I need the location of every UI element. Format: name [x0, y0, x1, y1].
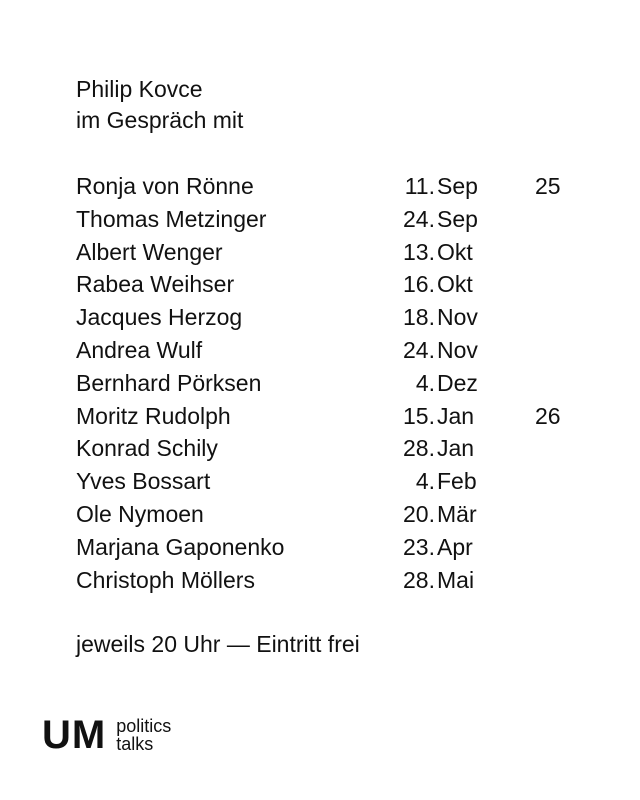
event-month: Feb: [437, 468, 477, 495]
guest-name: Albert Wenger: [76, 238, 223, 265]
um-politics-talks-logo: [42, 715, 171, 755]
host-name: Philip Kovce: [76, 76, 203, 102]
event-month: Jan: [437, 435, 475, 462]
schedule-row: [76, 203, 576, 236]
schedule-row: [76, 465, 576, 498]
event-day: 4.: [415, 369, 435, 396]
event-day: 16.: [403, 271, 435, 298]
event-day: 20.: [403, 500, 435, 527]
schedule-row: [76, 268, 576, 301]
guest-name: Ronja von Rönne: [76, 173, 254, 199]
event-month: Apr: [437, 533, 473, 560]
event-month: Okt: [437, 271, 473, 298]
event-day: 24.: [403, 336, 435, 363]
event-day: 28.: [403, 566, 435, 593]
logo-wordmark: [116, 717, 171, 753]
event-day: 13.: [403, 238, 435, 265]
guest-name: Yves Bossart: [76, 468, 211, 495]
time-admission-note: jeweils 20 Uhr — Eintritt frei: [76, 631, 360, 657]
schedule-row: [76, 236, 576, 269]
guest-name: Jacques Herzog: [76, 304, 243, 331]
logo-mark: UM: [42, 713, 107, 757]
event-month: Jan: [437, 402, 475, 429]
schedule-row: [76, 498, 576, 531]
guest-name: Christoph Möllers: [76, 566, 255, 593]
guest-name: Ole Nymoen: [76, 500, 204, 527]
event-day: 28.: [403, 435, 435, 462]
event-month: Dez: [437, 369, 478, 396]
schedule-row: [76, 170, 576, 203]
schedule-row: [76, 301, 576, 334]
schedule-row: [76, 531, 576, 564]
logo-line-politics: politics: [116, 716, 172, 736]
event-day: 11.: [404, 173, 435, 199]
event-month: Sep: [437, 205, 478, 232]
event-year: 25: [535, 173, 561, 199]
guest-name: Andrea Wulf: [76, 336, 203, 363]
event-year: 26: [535, 402, 561, 429]
event-day: 23.: [403, 533, 435, 560]
header-subtitle: im Gespräch mit: [76, 107, 244, 133]
schedule-row: [76, 334, 576, 367]
event-day: 15.: [403, 402, 435, 429]
event-month: Okt: [437, 238, 473, 265]
guest-name: Moritz Rudolph: [76, 402, 231, 429]
guest-name: Bernhard Pörksen: [76, 369, 262, 396]
event-month: Mai: [437, 566, 475, 593]
event-month: Nov: [437, 336, 478, 363]
guest-name: Thomas Metzinger: [76, 205, 267, 232]
event-month: Sep: [437, 173, 478, 199]
event-header: [76, 74, 243, 136]
guest-name: Rabea Weihser: [76, 271, 235, 298]
schedule-row: [76, 564, 576, 597]
event-month: Nov: [437, 304, 478, 331]
guest-name: Konrad Schily: [76, 435, 218, 462]
schedule-row: [76, 432, 576, 465]
event-month: Mär: [437, 500, 477, 527]
event-day: 24.: [403, 205, 435, 232]
logo-line-talks: talks: [116, 734, 154, 754]
schedule-row: [76, 367, 576, 400]
event-day: 4.: [415, 468, 435, 495]
schedule-list: [76, 170, 576, 596]
schedule-row: [76, 400, 576, 433]
guest-name: Marjana Gaponenko: [76, 533, 285, 560]
event-day: 18.: [403, 304, 435, 331]
